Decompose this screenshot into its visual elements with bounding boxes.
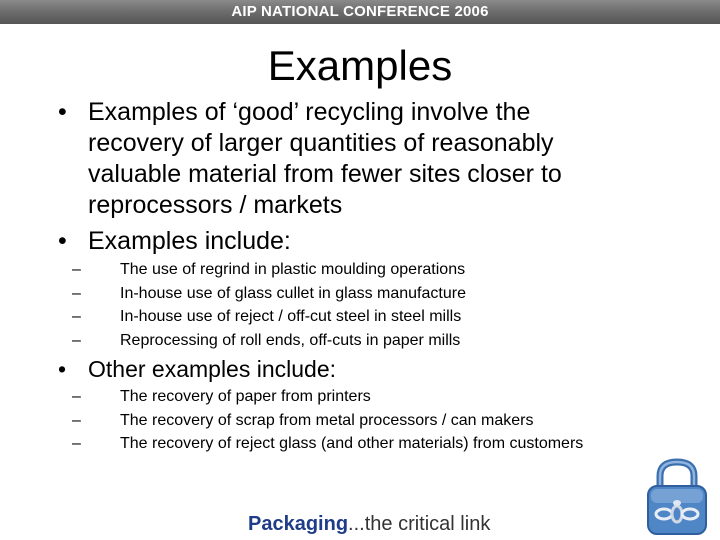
list-item-text: Reprocessing of roll ends, off-cuts in paper mills [120, 331, 461, 349]
bullet-marker: • [58, 227, 67, 255]
footer-tagline-bold: Packaging [248, 513, 349, 535]
dash-marker: – [72, 331, 81, 349]
dash-marker: – [72, 435, 81, 452]
sub-list-other-examples [72, 385, 680, 456]
list-item [72, 409, 680, 433]
bullet-line: valuable material from fewer sites closer to [88, 160, 562, 188]
conference-banner-text: AIP NATIONAL CONFERENCE 2006 [231, 3, 489, 20]
list-item [72, 258, 680, 282]
bullet-marker: • [58, 356, 67, 382]
bullet-other-examples [58, 354, 648, 385]
list-item-text: The recovery of scrap from metal processors / can makers [120, 411, 534, 429]
bullet-good-recycling [58, 97, 648, 221]
list-item [72, 432, 680, 456]
list-item [72, 282, 680, 306]
bullet-examples-include [58, 226, 648, 257]
footer-tagline-rest: ...the critical link [348, 513, 491, 535]
list-item-text: The use of regrind in plastic moulding operations [120, 261, 466, 278]
bullet-text: Other examples include: [88, 356, 337, 382]
bullet-text: Examples include: [88, 227, 291, 255]
list-item [72, 305, 680, 329]
list-item-text: In-house use of glass cullet in glass manufacture [120, 284, 466, 302]
slide-title: Examples [267, 42, 453, 89]
list-item-text: In-house use of reject / off-cut steel in steel mills [120, 308, 462, 325]
footer-tagline [248, 512, 490, 536]
list-item-text: The recovery of paper from printers [120, 388, 371, 405]
dash-marker: – [72, 261, 81, 278]
bullet-line: reprocessors / markets [88, 191, 343, 219]
bullet-line: Examples of ‘good’ recycling involve the [88, 98, 531, 126]
sub-list-examples [72, 258, 680, 352]
padlock-chain-icon [640, 458, 714, 538]
bullet-line: recovery of larger quantities of reasonably [88, 129, 554, 157]
bullet-marker: • [58, 98, 67, 126]
dash-marker: – [72, 308, 81, 325]
list-item-text: The recovery of reject glass (and other materials) from customers [120, 435, 584, 452]
list-item [72, 385, 680, 409]
dash-marker: – [72, 411, 81, 429]
list-item [72, 329, 680, 353]
dash-marker: – [72, 388, 81, 405]
dash-marker: – [72, 284, 81, 302]
